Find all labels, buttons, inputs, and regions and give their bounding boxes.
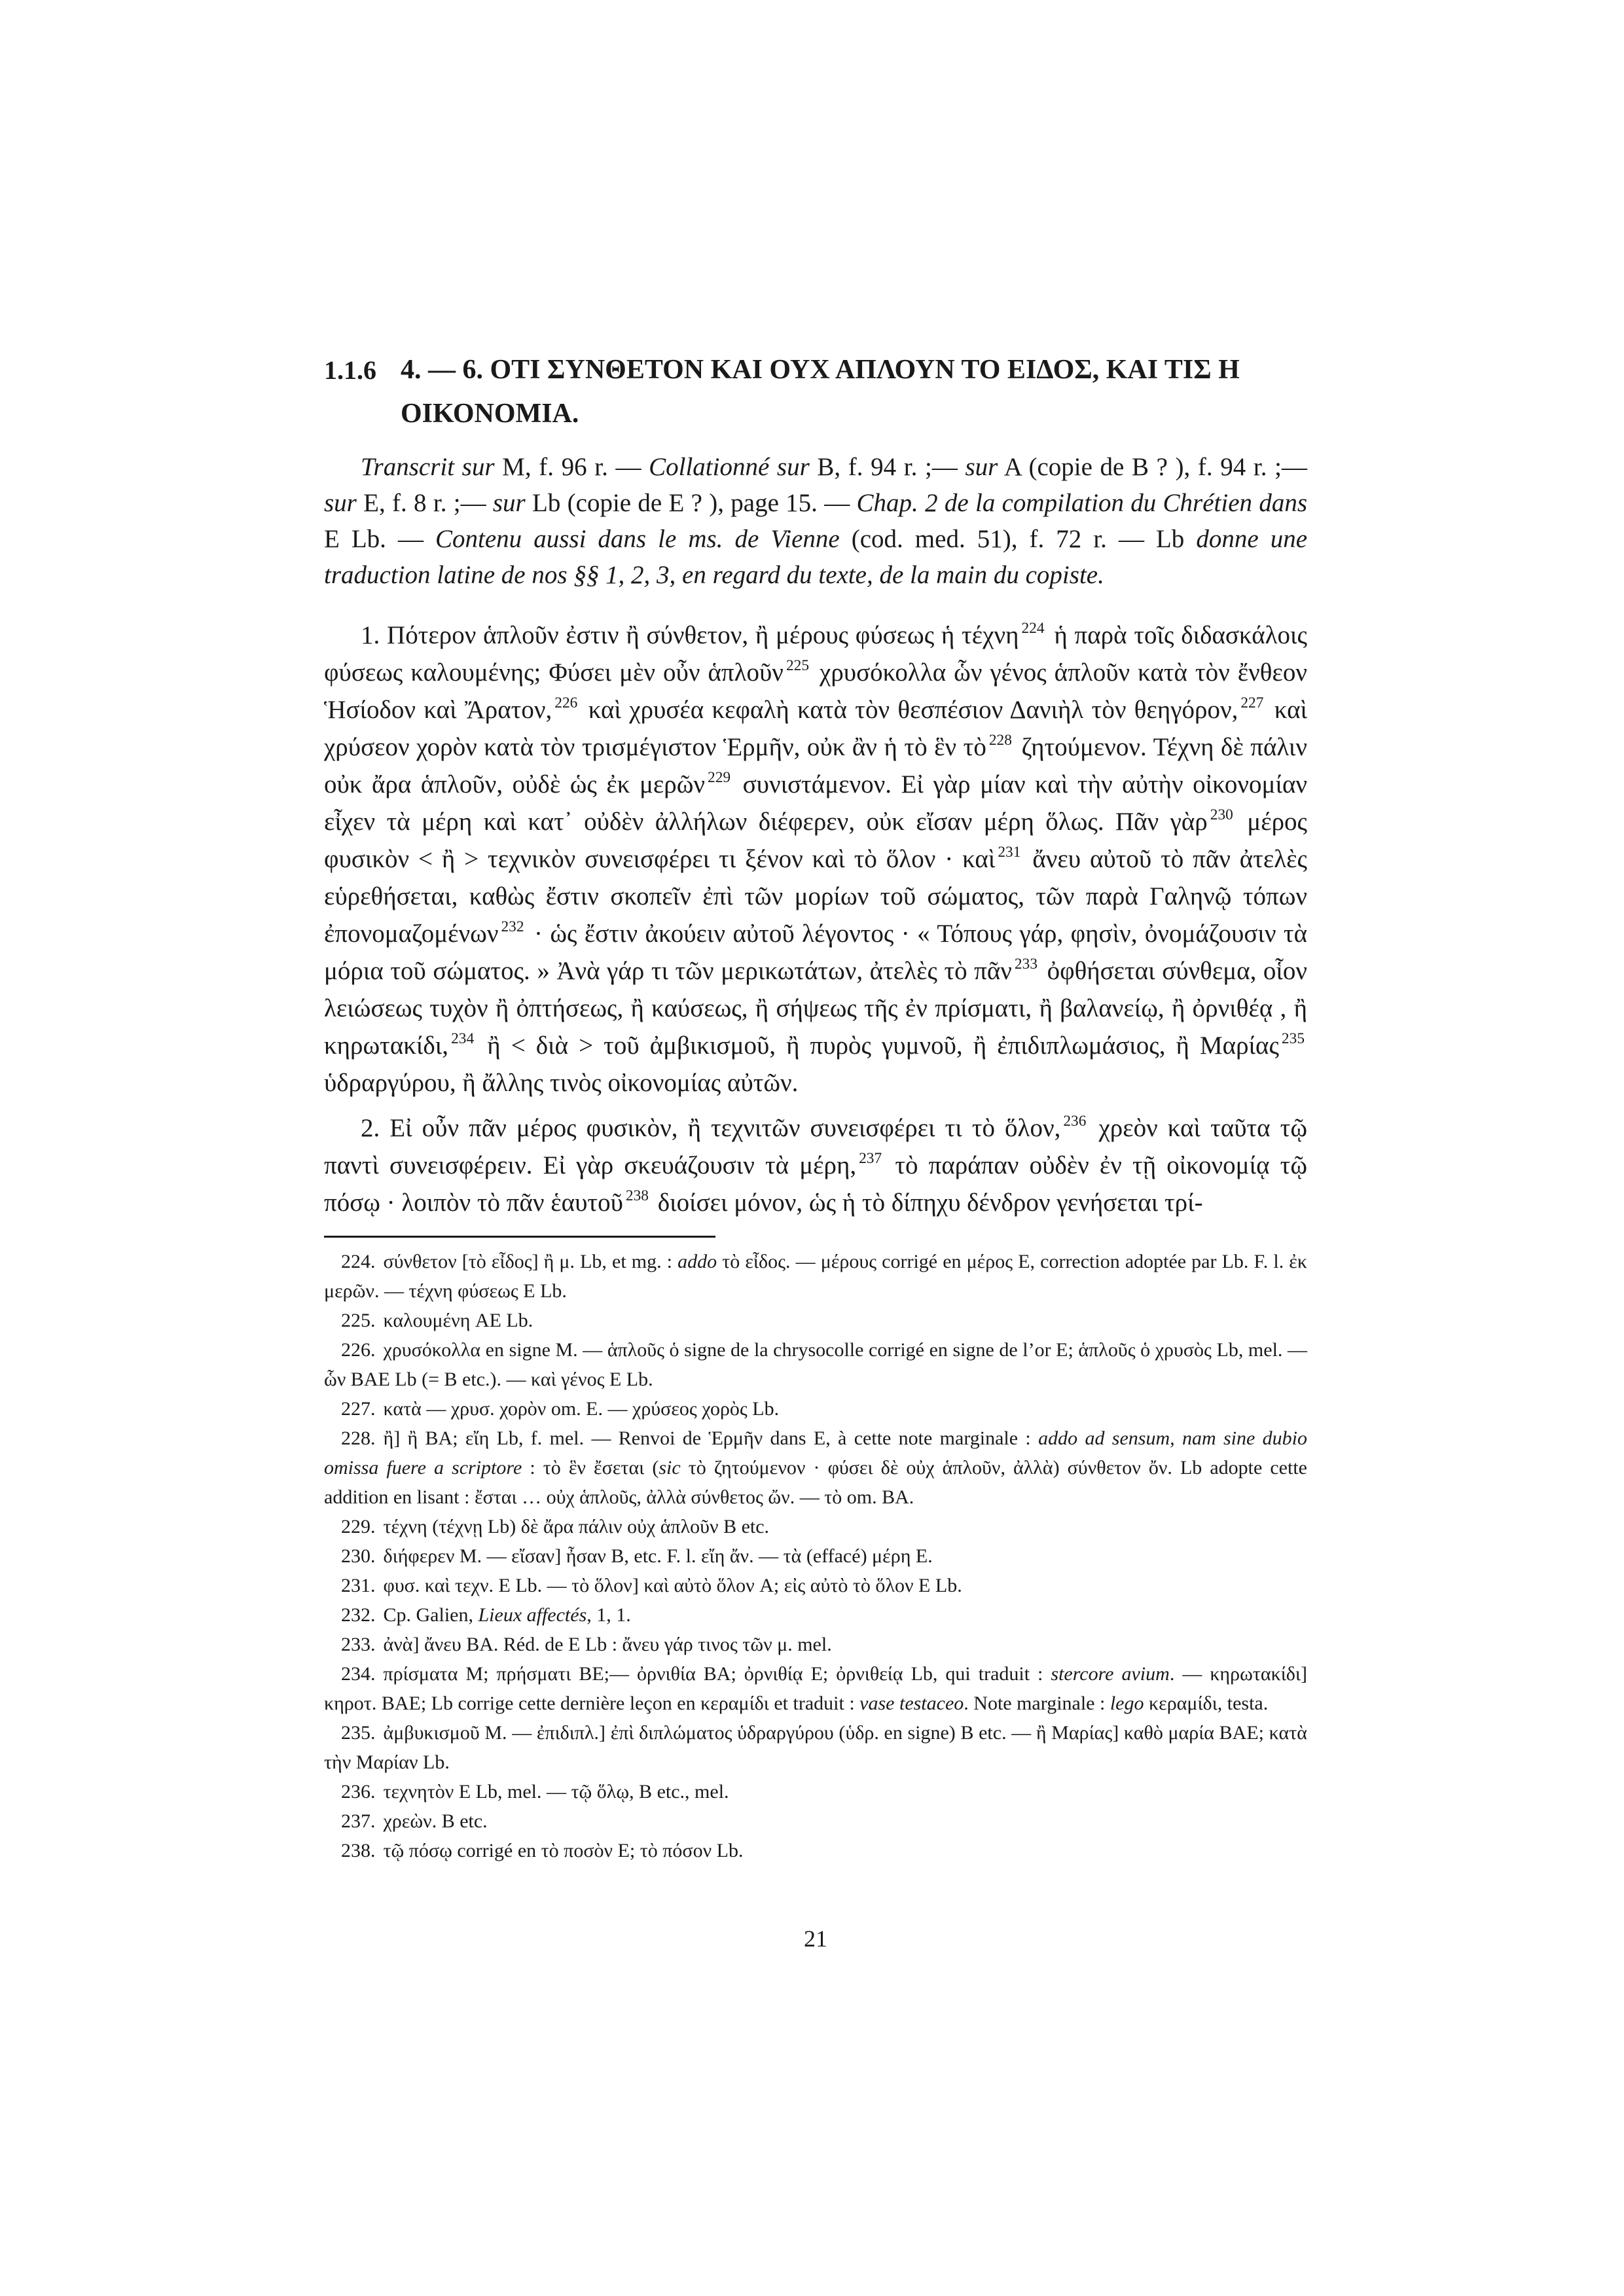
text-run: A (copie de B ? ), f. 94 r. ;— xyxy=(998,453,1307,481)
footnote-number: 227. xyxy=(341,1398,376,1420)
footnote xyxy=(324,1600,1307,1630)
text-run: φυσ. καὶ τεχν. E Lb. — τὸ ὅλον] καὶ αὐτὸ ὅλον A; εἰς αὐτὸ τὸ ὅλον E Lb. xyxy=(383,1575,962,1596)
italic-text: Chap. 2 de la compilation du Chrétien dans xyxy=(856,489,1307,517)
footnote xyxy=(324,1335,1307,1394)
footnote-number: 228. xyxy=(341,1427,376,1449)
text-run: ἄνευ αὐτοῦ τὸ πᾶν ἀτελὲς εὑρεθήσεται, καθὼς ἔστιν σκοπεῖν ἐπὶ τῶν μορίων τοῦ σώματος, τῶν παρὰ Γαληνῷ τόπων ἐπονομαζομένων xyxy=(324,845,1308,948)
manuscript-note xyxy=(324,449,1307,593)
text-run: τὸ ζητούμενον · φύσει δὲ οὐχ ἁπλοῦν, ἀλλὰ) σύνθετον ὄν. Lb adopte cette addition en lisant : ἔσται … οὐχ ἁπλοῦς, ἀλλὰ σύνθετος ὤν. — τὸ om. BA. xyxy=(324,1457,1307,1508)
footnote-ref[interactable]: 229 xyxy=(708,768,731,786)
text-run: καὶ χρύσεον χορὸν κατὰ τὸν τρισμέγιστον Ἑρμῆν, οὐκ ἂν ἡ τὸ ἓν τὸ xyxy=(324,696,1308,761)
italic-text: stercore avium xyxy=(1051,1663,1170,1685)
text-run: . — κηρωτακίδι] κηροτ. BAE; Lb corrige cette dernière leçon en κεραμίδι et traduit : xyxy=(324,1663,1307,1714)
footnote-number: 230. xyxy=(341,1545,376,1567)
chapter-heading xyxy=(324,348,1307,436)
italic-text: sur xyxy=(324,489,357,517)
text-run: : τὸ ἓν ἔσεται ( xyxy=(522,1457,659,1479)
text-run: σύνθετον [τὸ εἶδος] ἢ μ. Lb, et mg. : xyxy=(383,1251,678,1272)
text-run: πρίσματα M; πρήσματι BE;— ὀρνιθία BA; ὀρνιθίᾳ E; ὀρνιθείᾳ Lb, qui traduit : xyxy=(383,1663,1051,1685)
italic-text: sic xyxy=(659,1457,681,1479)
italic-text: vase testaceo xyxy=(859,1693,964,1714)
italic-text: sur xyxy=(965,453,998,481)
text-run: (cod. med. 51), f. 72 r. — Lb xyxy=(839,525,1197,553)
text-run: ἀνὰ] ἄνευ BA. Réd. de E Lb : ἄνευ γάρ τινος τῶν μ. mel. xyxy=(383,1634,832,1655)
footnote xyxy=(324,1306,1307,1335)
italic-text: Transcrit sur xyxy=(361,453,495,481)
footnote xyxy=(324,1630,1307,1659)
paragraph-2 xyxy=(324,1109,1307,1221)
footnote xyxy=(324,1541,1307,1571)
text-run: Lb (copie de E ? ), page 15. — xyxy=(525,489,857,517)
footnote-ref[interactable]: 230 xyxy=(1210,806,1233,823)
text-run: καὶ χρυσέα κεφαλὴ κατὰ τὸν θεσπέσιον Δανιὴλ τὸν θεηγόρον, xyxy=(588,696,1238,724)
text-run: χρεὸν καὶ ταῦτα τῷ παντὶ συνεισφέρειν. Εἰ γὰρ σκευάζουσιν τὰ μέρη, xyxy=(324,1114,1307,1179)
text-run: E, f. 8 r. ;— xyxy=(356,489,493,517)
text-run: διοίσει μόνον, ὡς ἡ τὸ δίπηχυ δένδρον γενήσεται τρί- xyxy=(657,1189,1203,1217)
text-run: 1. Πότερον ἁπλοῦν ἐστιν ἢ σύνθετον, ἢ μέρους φύσεως ἡ τέχνη xyxy=(361,621,1019,649)
footnote xyxy=(324,1394,1307,1424)
footnote xyxy=(324,1777,1307,1806)
footnote-ref[interactable]: 232 xyxy=(501,918,524,935)
text-run: ἀμβυκισμοῦ M. — ἐπιδιπλ.] ἐπὶ διπλώματος ὑδραργύρου (ὑδρ. en signe) B etc. — ἢ Μαρίας] καθὸ μαρία BAE; κατὰ τὴν Μαρίαν Lb. xyxy=(324,1722,1307,1773)
text-run: τέχνη (τέχνῃ Lb) δὲ ἄρα πάλιν οὐχ ἁπλοῦν B etc. xyxy=(383,1516,770,1537)
text-run: · ὡς ἔστιν ἀκούειν αὐτοῦ λέγοντος · « Τόπους γάρ, φησὶν, ὀνομάζουσιν τὰ μόρια τοῦ σώματος. » Ἀνὰ γάρ τι τῶν μερικωτάτων, ἀτελὲς τὸ πᾶν xyxy=(324,920,1307,985)
footnote xyxy=(324,1424,1307,1512)
section-label: 1.1.6 xyxy=(324,355,376,385)
italic-text: addo xyxy=(677,1251,717,1272)
italic-text: donne une traduction latine de nos §§ 1, 2, 3, en regard du texte, de la main du copiste. xyxy=(324,525,1307,589)
footnote xyxy=(324,1806,1307,1836)
italic-text: lego xyxy=(1110,1693,1144,1714)
text-run: ὀφθήσεται σύνθεμα, οἷον λειώσεως τυχὸν ἢ ὀπτήσεως, ἢ καύσεως, ἢ σήψεως τῆς ἐν πρίσματι, ἢ βαλανείῳ, ἢ ὀρνιθέᾳ , ἢ κηρωτακίδι, xyxy=(324,957,1308,1060)
footnote-number: 238. xyxy=(341,1840,376,1861)
footnote xyxy=(324,1659,1307,1718)
italic-text: Collationné sur xyxy=(649,453,810,481)
footnote-number: 224. xyxy=(341,1251,376,1272)
text-run: τῷ πόσῳ corrigé en τὸ ποσὸν E; τὸ πόσον Lb. xyxy=(383,1840,744,1861)
chapter-title: 4. — 6. ΟΤΙ ΣΥΝΘΕΤΟΝ ΚΑΙ ΟΥΧ ΑΠΛΟΥΝ ΤΟ ΕΙΔΟΣ, ΚΑΙ ΤΙΣ Η ΟΙΚΟΝΟΜΙΑ. xyxy=(401,355,1240,429)
footnote xyxy=(324,1247,1307,1306)
footnote xyxy=(324,1718,1307,1777)
italic-text: sur xyxy=(492,489,526,517)
footnote-ref[interactable]: 237 xyxy=(859,1149,882,1167)
footnote-ref[interactable]: 226 xyxy=(554,694,578,711)
text-run: ἡ παρὰ τοῖς διδασκάλοις φύσεως καλουμένης; Φύσει μὲν οὖν ἁπλοῦν xyxy=(324,621,1307,687)
footnote xyxy=(324,1512,1307,1541)
footnote-ref[interactable]: 235 xyxy=(1281,1030,1305,1047)
footnote-number: 234. xyxy=(341,1663,376,1685)
footnote-number: 229. xyxy=(341,1516,376,1537)
page-number: 21 xyxy=(804,1926,827,1952)
footnote-number: 233. xyxy=(341,1634,376,1655)
text-run: Cp. Galien, xyxy=(383,1604,478,1626)
text-run: , 1, 1. xyxy=(586,1604,631,1626)
footnote-ref[interactable]: 228 xyxy=(988,731,1012,749)
footnote-number: 237. xyxy=(341,1810,376,1832)
text-run: ἢ < διὰ > τοῦ ἀμβικισμοῦ, ἢ πυρὸς γυμνοῦ, ἢ ἐπιδιπλωμάσιος, ἢ Μαρίας xyxy=(487,1031,1279,1060)
footnote-ref[interactable]: 224 xyxy=(1021,619,1045,637)
page-column xyxy=(324,348,1307,1954)
text-run: . Note marginale : xyxy=(964,1693,1110,1714)
footnote-ref[interactable]: 227 xyxy=(1240,694,1264,711)
footnote-number: 231. xyxy=(341,1575,376,1596)
footnote-number: 232. xyxy=(341,1604,376,1626)
footnote-number: 236. xyxy=(341,1781,376,1803)
footnote-ref[interactable]: 233 xyxy=(1014,955,1038,973)
footnote-number: 226. xyxy=(341,1339,376,1361)
footnotes xyxy=(324,1247,1307,1865)
text-run: χρυσόκολλα en signe M. — ἁπλοῦς ὁ signe de la chrysocolle corrigé en signe de l’or E; ἁπλοῦς ὁ χρυσὸς Lb, mel. — ὧν BAE Lb (= B etc.). — καὶ γένος E Lb. xyxy=(324,1339,1307,1390)
footnote xyxy=(324,1836,1307,1865)
text-run: E Lb. — xyxy=(324,525,436,553)
text-run: τὸ εἶδος. — μέρους corrigé en μέρος E, correction adoptée par Lb. F. l. ἐκ μερῶν. — τέχνη φύσεως E Lb. xyxy=(324,1251,1307,1302)
text-run: κατὰ — χρυσ. χορὸν om. E. — χρύσεος χορὸς Lb. xyxy=(383,1398,780,1420)
text-run: μέρος φυσικὸν < ἢ > τεχνικὸν συνεισφέρει τι ξένον καὶ τὸ ὅλον · καὶ xyxy=(324,808,1307,873)
text-run: τὸ παράπαν οὐδὲν ἐν τῇ οἰκονομίᾳ τῷ πόσῳ · λοιπὸν τὸ πᾶν ἑαυτοῦ xyxy=(324,1151,1307,1217)
text-run: χρεὼν. B etc. xyxy=(383,1810,488,1832)
text-run: διήφερεν M. — εἴσαν] ἦσαν B, etc. F. l. εἴη ἄν. — τὰ (effacé) μέρη E. xyxy=(383,1545,933,1567)
text-run: B, f. 94 r. ;— xyxy=(809,453,965,481)
footnote xyxy=(324,1571,1307,1600)
text-run: ζητούμενον. Τέχνη δὲ πάλιν οὐκ ἄρα ἁπλοῦν, οὐδὲ ὡς ἐκ μερῶν xyxy=(324,733,1307,798)
footnote-ref[interactable]: 234 xyxy=(451,1030,475,1047)
italic-text: Contenu aussi dans le ms. de Vienne xyxy=(435,525,840,553)
text-run: τεχνητὸν E Lb, mel. — τῷ ὅλῳ, B etc., mel. xyxy=(383,1781,729,1803)
footnote-divider xyxy=(324,1236,715,1238)
footnote-ref[interactable]: 238 xyxy=(625,1187,649,1204)
footnote-number: 235. xyxy=(341,1722,376,1744)
text-run: κεραμίδι, testa. xyxy=(1144,1693,1269,1714)
italic-text: Lieux affectés xyxy=(478,1604,587,1626)
footnote-ref[interactable]: 225 xyxy=(785,656,810,674)
paragraph-1 xyxy=(324,617,1307,1102)
text-run: ὑδραργύρου, ἢ ἄλλης τινὸς οἰκονομίας αὐτῶν. xyxy=(324,1069,799,1097)
text-run: συνιστάμενον. Εἰ γὰρ μίαν καὶ τὴν αὐτὴν οἰκονομίαν εἶχεν τὰ μέρη καὶ κατ᾽ οὐδὲν ἀλλήλων διέφερεν, οὐκ εἴσαν μέρη ὅλως. Πᾶν γὰρ xyxy=(324,770,1308,836)
footnote-number: 225. xyxy=(341,1310,376,1331)
text-run: ἢ] ἢ BA; εἴη Lb, f. mel. — Renvoi de Ἑρμῆν dans E, à cette note marginale : xyxy=(383,1427,1039,1449)
footnote-ref[interactable]: 236 xyxy=(1063,1112,1087,1130)
text-run: καλουμένη AE Lb. xyxy=(383,1310,533,1331)
footnote-ref[interactable]: 231 xyxy=(998,843,1021,861)
text-run: χρυσόκολλα ὧν γένος ἁπλοῦν κατὰ τὸν ἔνθεον Ἡσίοδον καὶ Ἄρατον, xyxy=(324,658,1307,724)
text-run: 2. Εἰ οὖν πᾶν μέρος φυσικὸν, ἢ τεχνιτῶν συνεισφέρει τι τὸ ὅλον, xyxy=(361,1114,1061,1142)
text-run: M, f. 96 r. — xyxy=(494,453,649,481)
italic-text: addo ad sensum, nam sine dubio omissa fuere a scriptore xyxy=(324,1427,1307,1479)
